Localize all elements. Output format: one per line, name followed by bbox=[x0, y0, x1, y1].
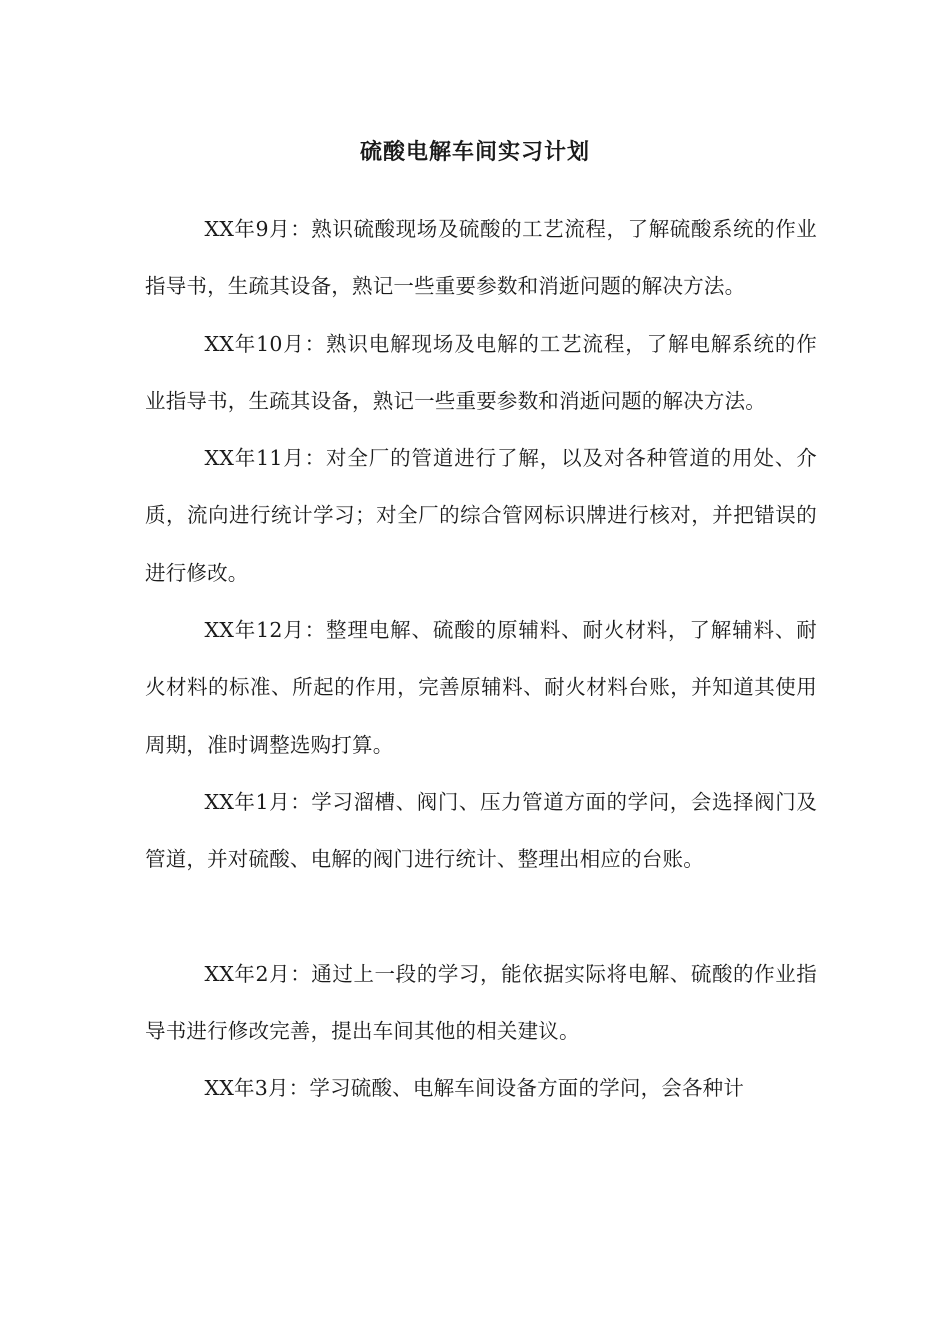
paragraph-november: XX年11月：对全厂的管道进行了解，以及对各种管道的用处、介质，流向进行统计学习；对全厂的综合管网标识牌进行核对，并把错误的进行修改。 bbox=[145, 446, 817, 585]
paragraph-january: XX年1月：学习溜槽、阀门、压力管道方面的学问，会选择阀门及管道，并对硫酸、电解的阀门进行统计、整理出相应的台账。 bbox=[145, 789, 817, 872]
paragraph-february: XX年2月：通过上一段的学习，能依据实际将电解、硫酸的作业指导书进行修改完善，提出车间其他的相关建议。 bbox=[145, 961, 817, 1043]
paragraph-september: XX年9月：熟识硫酸现场及硫酸的工艺流程，了解硫酸系统的作业指导书，生疏其设备，熟记一些重要参数和消逝问题的解决方法。 bbox=[145, 217, 817, 299]
paragraph-october: XX年10月：熟识电解现场及电解的工艺流程，了解电解系统的作业指导书，生疏其设备，熟记一些重要参数和消逝问题的解决方法。 bbox=[145, 331, 817, 413]
document-body bbox=[145, 201, 817, 1117]
paragraph-march: XX年3月：学习硫酸、电解车间设备方面的学问，会各种计 bbox=[204, 1076, 745, 1101]
document-title: 硫酸电解车间实习计划 bbox=[359, 139, 590, 165]
paragraph-december: XX年12月：整理电解、硫酸的原辅料、耐火材料，了解辅料、耐火材料的标准、所起的作用，完善原辅料、耐火材料台账，并知道其使用周期，准时调整选购打算。 bbox=[145, 618, 817, 757]
